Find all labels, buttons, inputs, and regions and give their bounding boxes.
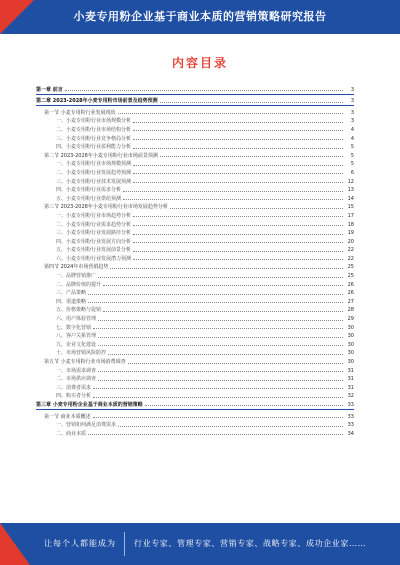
toc-entry[interactable] (36, 253, 354, 262)
toc-entry-page: 26 (347, 290, 354, 297)
toc-entry-page: 26 (347, 281, 354, 288)
toc-leader-dots (103, 311, 343, 312)
toc-leader-dots (160, 102, 343, 103)
toc-entry-page: 17 (347, 212, 354, 219)
footer-banner (0, 523, 400, 565)
toc-entry-label: 四、小麦专用粉行业发展方向分析 (56, 238, 132, 245)
toc-entry[interactable] (36, 176, 354, 185)
footer-slogan: 让每个人都能成为 (44, 539, 116, 548)
toc-entry-page: 29 (347, 316, 354, 323)
toc-entry[interactable] (36, 288, 354, 297)
toc-entry-page: 31 (347, 376, 354, 383)
toc-leader-dots (98, 277, 343, 278)
toc-leader-dots (98, 345, 343, 346)
toc-entry[interactable] (36, 322, 354, 331)
toc-entry[interactable] (36, 219, 354, 228)
toc-entry-label: 十、市场营销风险防控 (56, 350, 107, 357)
toc-entry-page: 30 (347, 359, 354, 365)
toc-entry[interactable] (36, 210, 354, 219)
toc-entry-page: 28 (347, 307, 354, 314)
toc-entry[interactable] (36, 107, 354, 116)
toc-entry-page: 33 (347, 401, 354, 408)
toc-entry-label: 二、商业本质 (56, 430, 87, 437)
toc-entry-label: 一、市场需求调查 (56, 367, 97, 374)
toc-entry-page: 30 (347, 350, 354, 357)
toc-entry[interactable] (36, 270, 354, 279)
toc-entry-label: 第二章 2023-2028年小麦专用粉市场前景及趋势预测 (36, 98, 158, 105)
toc-entry-label: 四、小麦专用粉行业需求分析 (56, 187, 122, 194)
toc-entry-label: 第三章 小麦专用粉企业基于商业本质的营销策略 (36, 401, 143, 408)
toc-entry[interactable] (36, 296, 354, 305)
toc-entry-page: 25 (347, 264, 354, 271)
toc-leader-dots (133, 225, 343, 226)
toc-entry-page: 30 (347, 324, 354, 331)
toc-entry[interactable] (36, 331, 354, 340)
toc-leader-dots (133, 173, 343, 174)
toc-entry-page: 4 (350, 126, 354, 133)
footer-divider (124, 532, 125, 556)
toc-entry-label: 二、小麦专用粉行业需求趋势分析 (56, 221, 132, 228)
toc-leader-dots (133, 216, 343, 217)
toc-entry-page: 18 (347, 221, 354, 228)
toc-leader-dots (123, 199, 343, 200)
toc-entry[interactable] (36, 365, 354, 374)
chapter-rule (36, 94, 354, 95)
toc-entry-page: 32 (347, 393, 354, 400)
footer-red-accent (0, 523, 30, 565)
toc-entry-page: 31 (347, 367, 354, 374)
toc-leader-dots (65, 90, 343, 91)
toc-entry-label: 第五节 小麦专用粉行业市场消费调查 (44, 359, 126, 365)
toc-entry[interactable] (36, 356, 354, 365)
toc-entry[interactable] (36, 313, 354, 322)
toc-leader-dots (118, 426, 343, 427)
toc-entry-label: 一、小麦专用粉行业市场规模分析 (56, 118, 132, 125)
toc-entry[interactable] (36, 84, 354, 93)
toc-leader-dots (88, 294, 343, 295)
toc-leader-dots (133, 251, 343, 252)
toc-entry-label: 第四节 2024年市场营销趋势 (44, 264, 109, 271)
toc-entry-page: 14 (347, 195, 354, 202)
toc-leader-dots (98, 320, 343, 321)
toc-entry-label: 三、产品策略 (56, 290, 87, 297)
toc-entry-page: 12 (347, 178, 354, 185)
toc-entry-label: 五、小麦专用粉行业发展前景分析 (56, 247, 132, 254)
toc-leader-dots (98, 371, 343, 372)
toc-entry-label: 五、价格策略与促销 (56, 307, 102, 314)
toc-leader-dots (133, 234, 343, 235)
toc-entry-label: 八、客户关系管理 (56, 333, 97, 340)
toc-leader-dots (88, 434, 343, 435)
toc-entry-page: 22 (347, 255, 354, 262)
toc-entry-page: 3 (350, 109, 354, 116)
toc-entry-label: 三、小麦专用粉行业技术发展预测 (56, 178, 132, 185)
toc-entry[interactable] (36, 124, 354, 133)
toc-entry-page: 4 (350, 135, 354, 142)
toc-entry[interactable] (36, 305, 354, 314)
toc-leader-dots (133, 130, 343, 131)
toc-entry-label: 一、小麦专用粉行业市场规模预测 (56, 161, 132, 168)
toc-entry[interactable] (36, 374, 354, 383)
toc-entry-label: 六、小麦专用粉行业发展潜力预测 (56, 255, 132, 262)
toc-entry-label: 九、企业文化建设 (56, 341, 97, 348)
toc-leader-dots (133, 165, 343, 166)
toc-entry-page: 13 (347, 187, 354, 194)
toc-entry[interactable] (36, 159, 354, 168)
toc-entry[interactable] (36, 185, 354, 194)
toc-entry-page: 19 (347, 230, 354, 237)
toc-leader-dots (123, 191, 343, 192)
toc-entry-label: 三、消费者需求 (56, 384, 92, 391)
toc-entry[interactable] (36, 193, 354, 202)
toc-entry-page: 20 (347, 238, 354, 245)
toc-entry-page: 30 (347, 341, 354, 348)
toc-entry-label: 三、小麦专用粉行业竞争格局分析 (56, 135, 132, 142)
toc-entry-label: 一、品牌营销推广 (56, 273, 97, 280)
toc-entry-page: 31 (347, 384, 354, 391)
toc-leader-dots (93, 397, 343, 398)
toc-entry[interactable] (36, 167, 354, 176)
toc-entry-page: 22 (347, 247, 354, 254)
toc-entry-label: 第二节 2023-2028年小麦专用粉行业市场前景预测 (44, 152, 158, 159)
toc-entry-label: 第一章 前言 (36, 86, 63, 93)
toc-entry-page: 15 (347, 204, 354, 211)
toc-entry[interactable] (36, 348, 354, 357)
toc-leader-dots (145, 405, 343, 406)
toc-entry-page: 5 (350, 161, 354, 168)
toc-leader-dots (108, 354, 343, 355)
toc-leader-dots (133, 139, 343, 140)
toc-entry-label: 二、小麦专用粉行业发展趋势预测 (56, 169, 132, 176)
toc-entry-page: 25 (347, 273, 354, 280)
toc-entry[interactable] (36, 420, 354, 429)
toc-entry[interactable] (36, 116, 354, 125)
toc-leader-dots (98, 337, 343, 338)
chapter-rule (36, 409, 354, 410)
toc-entry-label: 三、小麦专用粉行业发展路径分析 (56, 230, 132, 237)
toc-leader-dots (160, 156, 343, 157)
toc-entry-label: 一、营销如何满足消费需求 (56, 422, 117, 429)
toc-leader-dots (88, 302, 343, 303)
toc-leader-dots (93, 388, 343, 389)
top-banner (0, 0, 400, 34)
toc-leader-dots (103, 285, 343, 286)
table-of-contents (36, 84, 354, 437)
toc-entry[interactable] (36, 228, 354, 237)
report-title: 小麦专用粉企业基于商业本质的营销策略研究报告 (73, 10, 327, 23)
toc-entry[interactable] (36, 150, 354, 159)
toc-entry-label: 第三节 2023-2028年小麦专用粉行业市场发展趋势分析 (44, 204, 168, 211)
toc-leader-dots (133, 182, 343, 183)
toc-entry-label: 第一节 小麦专用粉行业发展现状 (44, 109, 116, 116)
toc-leader-dots (170, 208, 343, 209)
toc-leader-dots (133, 148, 343, 149)
toc-entry-label: 一、小麦专用粉行业市场趋势分析 (56, 212, 132, 219)
toc-leader-dots (93, 328, 343, 329)
toc-leader-dots (133, 242, 343, 243)
toc-entry-page: 3 (350, 86, 354, 93)
toc-heading: 内容目录 (171, 56, 228, 70)
toc-leader-dots (133, 259, 343, 260)
toc-entry[interactable] (36, 411, 354, 420)
toc-entry-page: 5 (350, 144, 354, 151)
toc-entry-label: 五、小麦专用粉行业供给预测 (56, 195, 122, 202)
toc-entry-label: 二、小麦专用粉行业市场结构分析 (56, 126, 132, 133)
toc-entry-label: 七、数字化营销 (56, 324, 92, 331)
toc-entry-page: 27 (347, 298, 354, 305)
toc-leader-dots (133, 122, 343, 123)
toc-entry[interactable] (36, 245, 354, 254)
toc-entry-page: 5 (350, 152, 354, 159)
toc-entry[interactable] (36, 142, 354, 151)
toc-entry-page: 6 (350, 169, 354, 176)
toc-leader-dots (110, 268, 343, 269)
toc-entry-label: 四、渠道策略 (56, 298, 87, 305)
toc-entry-label: 四、小麦专用粉行业盈利能力分析 (56, 144, 132, 151)
toc-entry[interactable] (36, 133, 354, 142)
toc-leader-dots (98, 380, 343, 381)
toc-entry-label: 第一节 商业本质概述 (44, 413, 91, 420)
toc-entry[interactable] (36, 96, 354, 105)
toc-entry[interactable] (36, 202, 354, 211)
toc-entry[interactable] (36, 428, 354, 437)
toc-entry-page: 3 (350, 118, 354, 125)
toc-entry[interactable] (36, 391, 354, 400)
toc-entry[interactable] (36, 279, 354, 288)
toc-entry-label: 二、市场供应调查 (56, 376, 97, 383)
toc-entry[interactable] (36, 382, 354, 391)
toc-leader-dots (128, 363, 343, 364)
toc-entry-page: 33 (347, 422, 354, 429)
toc-entry[interactable] (36, 399, 354, 408)
toc-leader-dots (93, 417, 343, 418)
chapter-rule (36, 105, 354, 106)
toc-entry-page: 34 (347, 430, 354, 437)
toc-entry-label: 二、品牌价值的提升 (56, 281, 102, 288)
toc-leader-dots (118, 113, 343, 114)
footer-tagline: 行业专家、管理专家、营销专家、战略专家、成功企业家…… (134, 539, 367, 548)
toc-entry-page: 33 (347, 413, 354, 420)
toc-entry-label: 四、购买者分析 (56, 393, 92, 400)
toc-entry[interactable] (36, 262, 354, 271)
toc-entry-page: 3 (350, 98, 354, 105)
toc-entry-page: 30 (347, 333, 354, 340)
toc-entry-label: 六、用户体验管理 (56, 316, 97, 323)
toc-entry[interactable] (36, 236, 354, 245)
toc-entry[interactable] (36, 339, 354, 348)
